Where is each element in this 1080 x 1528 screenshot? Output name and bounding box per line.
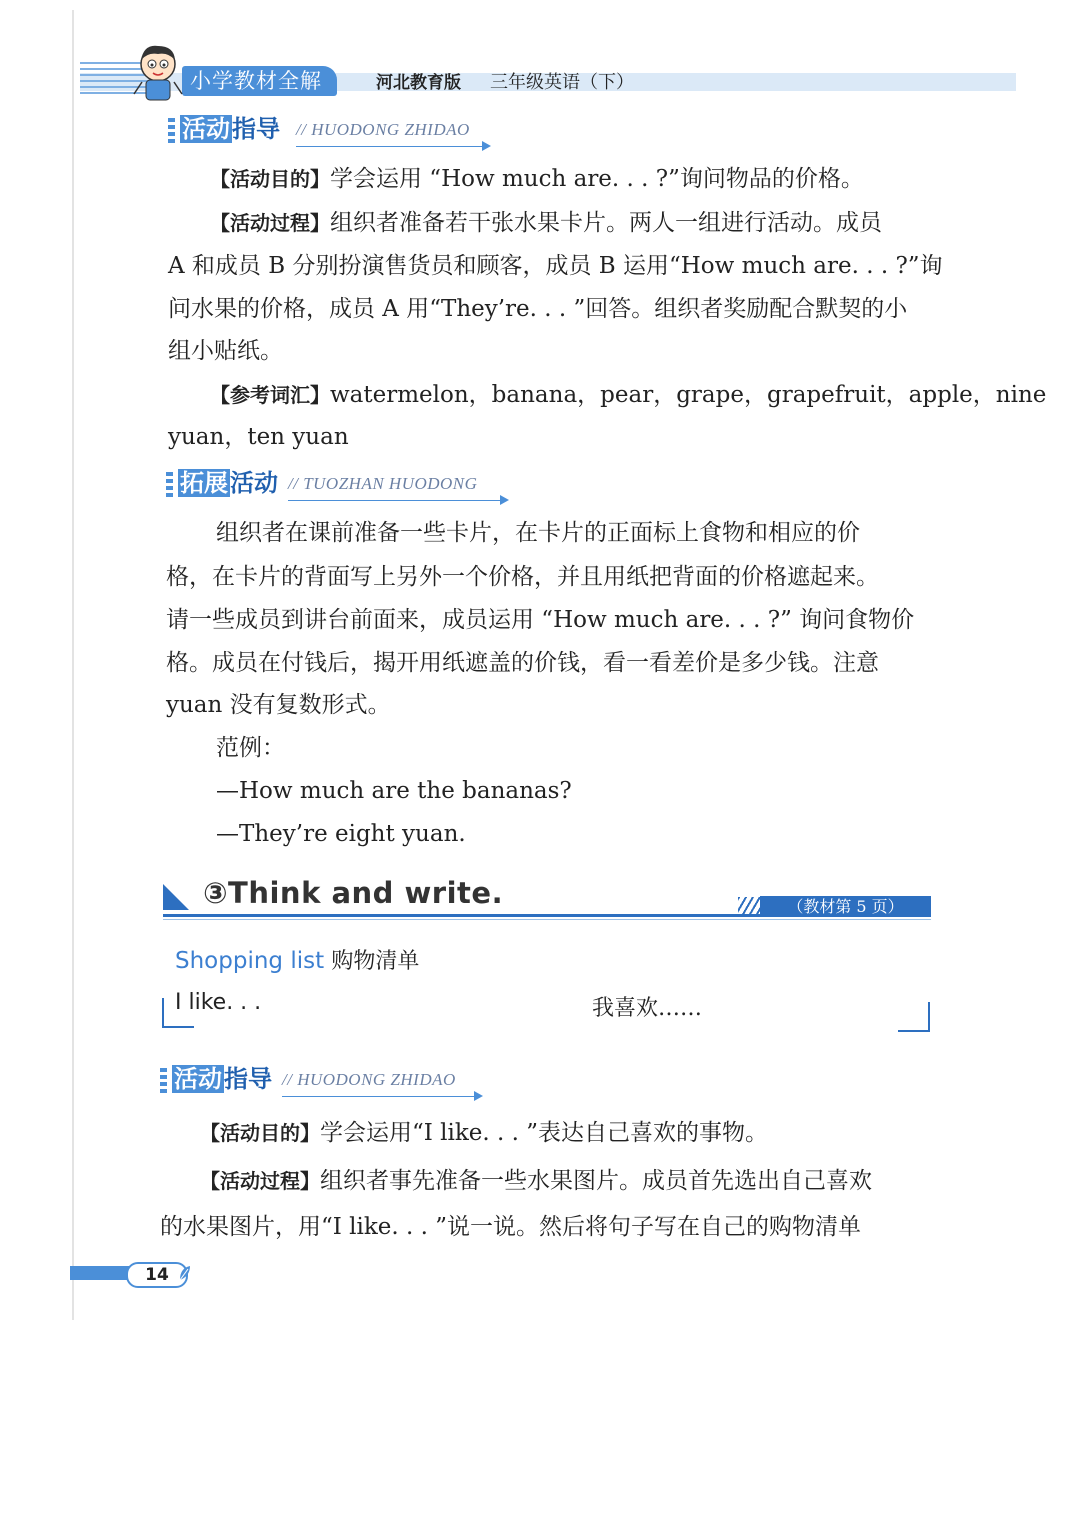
vocab-line-2: yuan，ten yuan bbox=[168, 424, 349, 450]
triangle-icon bbox=[163, 884, 189, 910]
process-line-2-1: 【活动过程】组织者事先准备一些水果图片。成员首先选出自己喜欢 bbox=[200, 1168, 872, 1194]
page-edge-rule bbox=[72, 10, 74, 1320]
section-title: 活动指导 bbox=[182, 115, 280, 143]
mascot-icon bbox=[128, 42, 188, 104]
think-and-write-title: ③Think and write. bbox=[203, 876, 504, 910]
section-title: 活动指导 bbox=[174, 1065, 272, 1093]
i-like-prompt: I like. . . bbox=[175, 990, 262, 1015]
shopping-list-heading: Shopping list 购物清单 bbox=[175, 948, 420, 974]
textbook-page-ref: （教材第 5 页） bbox=[760, 896, 931, 917]
leaf-icon bbox=[178, 1264, 192, 1282]
process-line-3: 问水果的价格，成员 A 用“They’re. . . ”回答。组织者奖励配合默契的小 bbox=[168, 296, 908, 322]
purpose-paragraph: 【活动目的】学会运用 “How much are. . . ?”询问物品的价格。 bbox=[210, 166, 864, 192]
i-like-translation: 我喜欢…… bbox=[592, 996, 703, 1021]
section-extension-activity bbox=[166, 466, 516, 506]
section-pinyin: // TUOZHAN HUODONG bbox=[288, 474, 478, 493]
vocab-line-1: 【参考词汇】watermelon，banana，pear，grape，grapefruit，apple，nine bbox=[210, 382, 1047, 408]
section-title: 拓展活动 bbox=[180, 469, 278, 497]
process-line-4: 组小贴纸。 bbox=[168, 338, 283, 364]
section-activity-guide bbox=[168, 112, 498, 152]
section-activity-guide-2 bbox=[160, 1062, 490, 1102]
section-pinyin: // HUODONG ZHIDAO bbox=[296, 120, 470, 139]
purpose-paragraph-2: 【活动目的】学会运用“I like. . . ”表达自己喜欢的事物。 bbox=[200, 1120, 769, 1146]
extension-line-5: yuan 没有复数形式。 bbox=[166, 692, 391, 718]
extension-line-1: 组织者在课前准备一些卡片，在卡片的正面标上食物和相应的价 bbox=[216, 520, 860, 546]
arrow-icon bbox=[500, 495, 509, 505]
bracket-right bbox=[898, 1002, 930, 1032]
heading-rule-thin bbox=[163, 919, 931, 920]
section-marker bbox=[160, 1068, 167, 1096]
arrow-icon bbox=[482, 141, 491, 151]
section-marker bbox=[166, 472, 173, 500]
page-number: 14 bbox=[126, 1262, 188, 1288]
section-marker bbox=[168, 118, 175, 146]
process-line-2: A 和成员 B 分别扮演售货员和顾客，成员 B 运用“How much are. . . ?”询 bbox=[168, 253, 943, 279]
section-underline bbox=[296, 146, 482, 147]
extension-line-2: 格，在卡片的背面写上另外一个价格，并且用纸把背面的价格遮起来。 bbox=[166, 564, 879, 590]
process-line-2-2: 的水果图片，用“I like. . . ”说一说。然后将句子写在自己的购物清单 bbox=[160, 1214, 862, 1240]
section-underline bbox=[282, 1096, 474, 1097]
process-line-1: 【活动过程】组织者准备若干张水果卡片。两人一组进行活动。成员 bbox=[210, 210, 882, 236]
header-subject: 三年级英语（下） bbox=[490, 72, 634, 93]
header-edition: 河北教育版 bbox=[376, 73, 461, 93]
section-pinyin: // HUODONG ZHIDAO bbox=[282, 1070, 456, 1089]
section-underline bbox=[288, 500, 500, 501]
example-label: 范例： bbox=[216, 735, 285, 761]
example-answer: —They’re eight yuan. bbox=[216, 821, 466, 847]
arrow-icon bbox=[474, 1091, 483, 1101]
extension-line-4: 格。成员在付钱后，揭开用纸遮盖的价钱，看一看差价是多少钱。注意 bbox=[166, 650, 879, 676]
example-question: —How much are the bananas? bbox=[216, 778, 572, 804]
book-title: 小学教材全解 bbox=[182, 66, 337, 96]
extension-line-3: 请一些成员到讲台前面来，成员运用 “How much are. . . ?” 询问食物价 bbox=[166, 607, 915, 633]
